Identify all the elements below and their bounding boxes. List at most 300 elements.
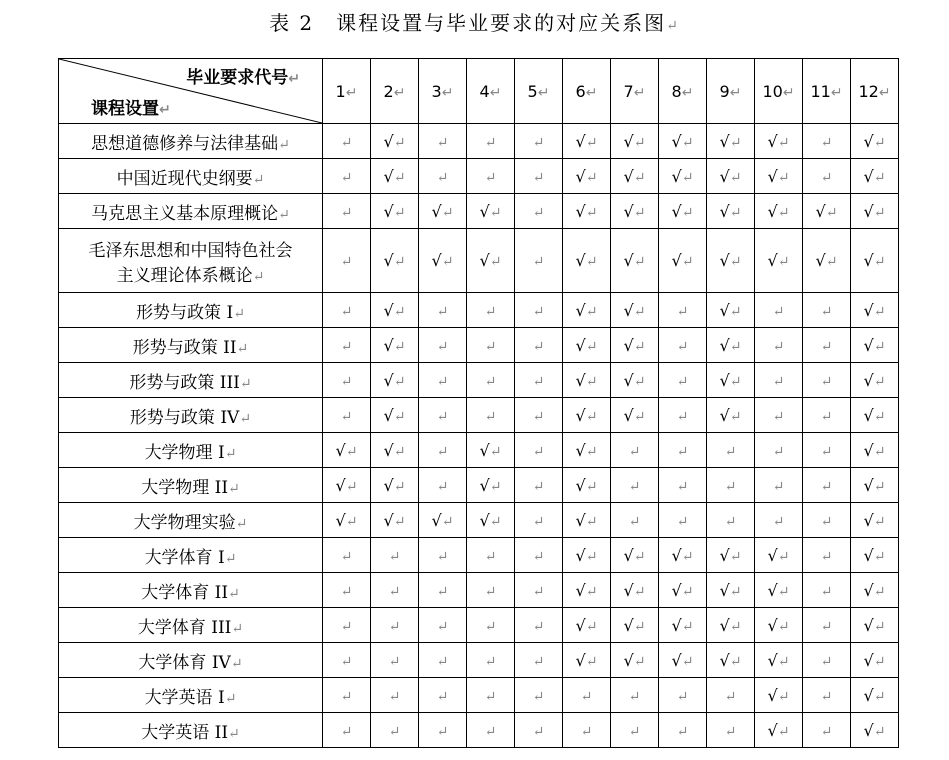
empty-cell: [803, 363, 851, 398]
paragraph-mark-icon: ↵: [777, 618, 790, 635]
paragraph-mark-icon: ↵: [777, 169, 790, 186]
check-cell: [563, 503, 611, 538]
paragraph-mark-icon: ↵: [585, 653, 598, 670]
check-cell: [563, 643, 611, 678]
check-cell: [467, 468, 515, 503]
empty-cell: [515, 433, 563, 468]
empty-cell: [323, 678, 371, 713]
paragraph-mark-icon: ↵: [340, 408, 353, 425]
check-mark-icon: √: [671, 650, 682, 670]
check-cell: [563, 433, 611, 468]
check-mark-icon: √: [623, 335, 634, 355]
check-mark-icon: √: [623, 166, 634, 186]
check-mark-icon: √: [383, 335, 394, 355]
check-cell: [755, 573, 803, 608]
table-row: [59, 573, 899, 608]
course-name-cell: 形势与政策 IV↵: [59, 398, 323, 433]
paragraph-mark-icon: ↵: [340, 583, 353, 600]
check-mark-icon: √: [863, 370, 874, 390]
paragraph-mark-icon: ↵: [585, 338, 598, 355]
header-row: [59, 59, 899, 124]
course-name-cell: 大学体育 III↵: [59, 608, 323, 643]
empty-cell: [323, 229, 371, 293]
check-cell: [851, 643, 899, 678]
empty-cell: [803, 398, 851, 433]
check-mark-icon: √: [767, 615, 778, 635]
check-cell: [707, 328, 755, 363]
paragraph-mark-icon: ↵: [436, 408, 449, 425]
empty-cell: [323, 573, 371, 608]
empty-cell: [371, 538, 419, 573]
paragraph-mark-icon: ↵: [340, 134, 353, 151]
course-name-cell: 大学英语 II↵: [59, 713, 323, 748]
paragraph-mark-icon: ↵: [772, 513, 785, 530]
empty-cell: [707, 713, 755, 748]
table-row: [59, 328, 899, 363]
check-mark-icon: √: [479, 475, 490, 495]
check-cell: [611, 328, 659, 363]
paragraph-mark-icon: ↵: [633, 204, 646, 221]
empty-cell: [323, 643, 371, 678]
paragraph-mark-icon: ↵: [681, 583, 694, 600]
check-cell: [611, 293, 659, 328]
empty-cell: [515, 678, 563, 713]
paragraph-mark-icon: ↵: [489, 254, 502, 270]
empty-cell: [419, 293, 467, 328]
check-mark-icon: √: [719, 405, 730, 425]
paragraph-mark-icon: ↵: [484, 134, 497, 151]
paragraph-mark-icon: ↵: [820, 134, 833, 151]
paragraph-mark-icon: ↵: [441, 204, 454, 221]
empty-cell: [419, 363, 467, 398]
paragraph-mark-icon: ↵: [436, 723, 449, 740]
table-title: [0, 8, 949, 41]
course-name-line-2: 主义理论体系概论↵: [116, 265, 265, 286]
paragraph-mark-icon: ↵: [820, 548, 833, 565]
paragraph-mark-icon: ↵: [441, 254, 454, 270]
check-cell: [371, 194, 419, 229]
empty-cell: [419, 398, 467, 433]
paragraph-mark-icon: ↵: [777, 653, 790, 670]
empty-cell: [707, 678, 755, 713]
check-mark-icon: √: [575, 615, 586, 635]
paragraph-mark-icon: ↵: [777, 723, 790, 740]
paragraph-mark-icon: ↵: [532, 723, 545, 740]
paragraph-mark-icon: ↵: [633, 134, 646, 151]
paragraph-mark-icon: ↵: [484, 408, 497, 425]
table-row: [59, 538, 899, 573]
paragraph-mark-icon: ↵: [340, 254, 353, 270]
empty-cell: [803, 124, 851, 159]
paragraph-mark-icon: ↵: [340, 723, 353, 740]
check-cell: [707, 124, 755, 159]
empty-cell: [467, 538, 515, 573]
paragraph-mark-icon: ↵: [772, 478, 785, 495]
empty-cell: [515, 398, 563, 433]
paragraph-mark-icon: ↵: [484, 723, 497, 740]
empty-cell: [707, 468, 755, 503]
paragraph-mark-icon: ↵: [825, 204, 838, 221]
check-mark-icon: √: [383, 405, 394, 425]
paragraph-mark-icon: ↵: [585, 618, 598, 635]
check-cell: [563, 573, 611, 608]
table-row: [59, 293, 899, 328]
check-mark-icon: √: [863, 685, 874, 705]
check-cell: [659, 194, 707, 229]
paragraph-mark-icon: ↵: [484, 373, 497, 390]
course-name-cell: 大学物理实验↵: [59, 503, 323, 538]
paragraph-mark-icon: ↵: [585, 443, 598, 460]
check-mark-icon: √: [575, 405, 586, 425]
paragraph-mark-icon: ↵: [532, 169, 545, 186]
empty-cell: [467, 713, 515, 748]
check-mark-icon: √: [623, 251, 634, 270]
check-cell: [563, 608, 611, 643]
check-mark-icon: √: [671, 131, 682, 151]
paragraph-mark-icon: ↵: [729, 254, 742, 270]
paragraph-mark-icon: ↵: [489, 478, 502, 495]
paragraph-mark-icon: ↵: [633, 169, 646, 186]
empty-cell: [419, 433, 467, 468]
paragraph-mark-icon: ↵: [633, 373, 646, 390]
paragraph-mark-icon: ↵: [873, 583, 886, 600]
check-mark-icon: √: [767, 720, 778, 740]
empty-cell: [371, 643, 419, 678]
check-cell: [563, 538, 611, 573]
paragraph-mark-icon: ↵: [393, 134, 406, 151]
paragraph-mark-icon: ↵: [633, 583, 646, 600]
empty-cell: [371, 713, 419, 748]
paragraph-mark-icon: ↵: [729, 303, 742, 320]
paragraph-mark-icon: ↵: [873, 513, 886, 530]
paragraph-mark-icon: ↵: [777, 134, 790, 151]
check-mark-icon: √: [431, 510, 442, 530]
paragraph-mark-icon: ↵: [873, 303, 886, 320]
check-cell: [755, 678, 803, 713]
paragraph-mark-icon: ↵: [580, 723, 593, 740]
check-mark-icon: √: [335, 475, 346, 495]
paragraph-mark-icon: ↵: [484, 169, 497, 186]
check-cell: [707, 363, 755, 398]
check-cell: [707, 194, 755, 229]
paragraph-mark-icon: ↵: [436, 583, 449, 600]
empty-cell: [515, 229, 563, 293]
check-cell: [659, 538, 707, 573]
check-mark-icon: √: [575, 300, 586, 320]
check-mark-icon: √: [719, 580, 730, 600]
table-row: [59, 713, 899, 748]
paragraph-mark-icon: ↵: [436, 443, 449, 460]
paragraph-mark-icon: ↵: [585, 408, 598, 425]
paragraph-mark-icon: ↵: [633, 254, 646, 270]
empty-cell: [515, 468, 563, 503]
check-cell: [419, 229, 467, 293]
empty-cell: [563, 678, 611, 713]
empty-cell: [323, 608, 371, 643]
paragraph-mark-icon: ↵: [436, 653, 449, 670]
paragraph-mark-icon: ↵: [532, 303, 545, 320]
paragraph-mark-icon: ↵: [484, 583, 497, 600]
empty-cell: [467, 363, 515, 398]
check-cell: [371, 293, 419, 328]
check-mark-icon: √: [575, 580, 586, 600]
paragraph-mark-icon: ↵: [729, 169, 742, 186]
paragraph-mark-icon: ↵: [681, 548, 694, 565]
table-row: [59, 643, 899, 678]
check-cell: [851, 194, 899, 229]
paragraph-mark-icon: ↵: [484, 303, 497, 320]
paragraph-mark-icon: ↵: [345, 478, 358, 495]
column-header-6: 6↵: [563, 59, 611, 124]
paragraph-mark-icon: ↵: [820, 443, 833, 460]
check-cell: [611, 398, 659, 433]
check-mark-icon: √: [863, 131, 874, 151]
empty-cell: [419, 573, 467, 608]
paragraph-mark-icon: ↵: [393, 254, 406, 270]
check-mark-icon: √: [815, 251, 826, 270]
check-cell: [707, 159, 755, 194]
empty-cell: [515, 124, 563, 159]
check-mark-icon: √: [863, 300, 874, 320]
check-cell: [659, 159, 707, 194]
empty-cell: [419, 124, 467, 159]
check-cell: [659, 573, 707, 608]
empty-cell: [323, 159, 371, 194]
column-header-2: 2↵: [371, 59, 419, 124]
check-mark-icon: √: [431, 251, 442, 270]
check-cell: [755, 229, 803, 293]
check-cell: [707, 573, 755, 608]
paragraph-mark-icon: ↵: [633, 548, 646, 565]
paragraph-mark-icon: ↵: [585, 513, 598, 530]
column-header-1: 1↵: [323, 59, 371, 124]
paragraph-mark-icon: ↵: [436, 338, 449, 355]
empty-cell: [323, 124, 371, 159]
check-cell: [611, 124, 659, 159]
empty-cell: [563, 713, 611, 748]
paragraph-mark-icon: ↵: [436, 688, 449, 705]
check-cell: [707, 643, 755, 678]
table-row: [59, 433, 899, 468]
course-name-line-1: 毛泽东思想和中国特色社会: [88, 240, 293, 261]
paragraph-mark-icon: ↵: [585, 478, 598, 495]
check-mark-icon: √: [719, 201, 730, 221]
paragraph-mark-icon: ↵: [441, 513, 454, 530]
paragraph-mark-icon: ↵: [532, 373, 545, 390]
empty-cell: [467, 159, 515, 194]
check-mark-icon: √: [383, 440, 394, 460]
check-cell: [371, 503, 419, 538]
course-name-cell: [59, 229, 323, 293]
paragraph-mark-icon: ↵: [388, 583, 401, 600]
paragraph-mark-icon: ↵: [585, 204, 598, 221]
check-cell: [323, 468, 371, 503]
empty-cell: [611, 468, 659, 503]
empty-cell: [659, 503, 707, 538]
check-mark-icon: √: [671, 615, 682, 635]
paragraph-mark-icon: ↵: [681, 254, 694, 270]
empty-cell: [803, 538, 851, 573]
paragraph-mark-icon: ↵: [729, 548, 742, 565]
paragraph-mark-icon: ↵: [777, 204, 790, 221]
paragraph-mark-icon: ↵: [585, 303, 598, 320]
paragraph-mark-icon: ↵: [873, 169, 886, 186]
check-mark-icon: √: [383, 201, 394, 221]
check-mark-icon: √: [719, 650, 730, 670]
empty-cell: [515, 643, 563, 678]
paragraph-mark-icon: ↵: [436, 618, 449, 635]
column-header-8: 8↵: [659, 59, 707, 124]
empty-cell: [467, 293, 515, 328]
course-name-cell: 大学体育 II↵: [59, 573, 323, 608]
check-cell: [659, 124, 707, 159]
check-cell: [851, 293, 899, 328]
check-mark-icon: √: [767, 650, 778, 670]
paragraph-mark-icon: ↵: [633, 303, 646, 320]
column-header-7: 7↵: [611, 59, 659, 124]
check-mark-icon: √: [863, 615, 874, 635]
check-cell: [707, 293, 755, 328]
check-cell: [851, 573, 899, 608]
paragraph-mark-icon: ↵: [777, 548, 790, 565]
check-cell: [371, 398, 419, 433]
paragraph-mark-icon: ↵: [388, 653, 401, 670]
empty-cell: [371, 573, 419, 608]
empty-cell: [371, 678, 419, 713]
table-body: [59, 124, 899, 748]
paragraph-mark-icon: ↵: [681, 618, 694, 635]
paragraph-mark-icon: ↵: [873, 134, 886, 151]
check-cell: [467, 229, 515, 293]
empty-cell: [419, 159, 467, 194]
paragraph-mark-icon: ↵: [532, 204, 545, 221]
paragraph-mark-icon: ↵: [873, 373, 886, 390]
empty-cell: [515, 194, 563, 229]
check-mark-icon: √: [575, 335, 586, 355]
paragraph-mark-icon: ↵: [820, 618, 833, 635]
table-title-text: 表 2 课程设置与毕业要求的对应关系图: [269, 11, 667, 35]
table-row: [59, 124, 899, 159]
check-mark-icon: √: [815, 201, 826, 221]
empty-cell: [755, 293, 803, 328]
empty-cell: [467, 573, 515, 608]
paragraph-mark-icon: ↵: [340, 169, 353, 186]
paragraph-mark-icon: ↵: [820, 338, 833, 355]
paragraph-mark-icon: ↵: [681, 169, 694, 186]
check-cell: [851, 713, 899, 748]
check-mark-icon: √: [383, 251, 394, 270]
check-mark-icon: √: [623, 615, 634, 635]
paragraph-mark-icon: ↵: [585, 373, 598, 390]
paragraph-mark-icon: ↵: [484, 688, 497, 705]
empty-cell: [611, 433, 659, 468]
check-cell: [611, 194, 659, 229]
paragraph-mark-icon: ↵: [532, 583, 545, 600]
empty-cell: [611, 713, 659, 748]
paragraph-mark-icon: ↵: [340, 373, 353, 390]
paragraph-mark-icon: ↵: [820, 653, 833, 670]
paragraph-mark-icon: ↵: [436, 478, 449, 495]
check-cell: [467, 433, 515, 468]
check-cell: [851, 229, 899, 293]
paragraph-mark-icon: ↵: [676, 338, 689, 355]
check-cell: [851, 398, 899, 433]
paragraph-mark-icon: ↵: [393, 408, 406, 425]
check-cell: [659, 643, 707, 678]
check-mark-icon: √: [575, 510, 586, 530]
paragraph-mark-icon: ↵: [820, 478, 833, 495]
empty-cell: [515, 503, 563, 538]
check-mark-icon: √: [863, 166, 874, 186]
empty-cell: [803, 573, 851, 608]
check-mark-icon: √: [623, 405, 634, 425]
paragraph-mark-icon: ↵: [820, 513, 833, 530]
paragraph-mark-icon: ↵: [873, 443, 886, 460]
check-cell: [323, 503, 371, 538]
check-mark-icon: √: [863, 580, 874, 600]
check-cell: [563, 293, 611, 328]
check-mark-icon: √: [719, 370, 730, 390]
check-mark-icon: √: [719, 615, 730, 635]
paragraph-mark-icon: ↵: [532, 548, 545, 565]
paragraph-mark-icon: ↵: [729, 204, 742, 221]
column-header-11: 11↵: [803, 59, 851, 124]
check-mark-icon: √: [863, 440, 874, 460]
empty-cell: [323, 538, 371, 573]
paragraph-mark-icon: ↵: [532, 688, 545, 705]
check-cell: [563, 398, 611, 433]
empty-cell: [419, 713, 467, 748]
check-cell: [851, 159, 899, 194]
empty-cell: [755, 503, 803, 538]
column-header-10: 10↵: [755, 59, 803, 124]
check-cell: [371, 468, 419, 503]
course-name-cell: 大学体育 IV↵: [59, 643, 323, 678]
corner-header-cell: [59, 59, 323, 124]
table-row: [59, 194, 899, 229]
check-cell: [707, 608, 755, 643]
check-cell: [851, 503, 899, 538]
paragraph-mark-icon: ↵: [436, 134, 449, 151]
check-cell: [755, 159, 803, 194]
paragraph-mark-icon: ↵: [484, 548, 497, 565]
check-mark-icon: √: [575, 440, 586, 460]
check-cell: [371, 433, 419, 468]
paragraph-mark-icon: ↵: [676, 688, 689, 705]
paragraph-mark-icon: ↵: [676, 723, 689, 740]
check-mark-icon: √: [479, 201, 490, 221]
paragraph-mark-icon: ↵: [729, 653, 742, 670]
paragraph-mark-icon: ↵: [633, 338, 646, 355]
paragraph-mark-icon: ↵: [628, 478, 641, 495]
check-mark-icon: √: [671, 580, 682, 600]
table-row: [59, 468, 899, 503]
paragraph-mark-icon: ↵: [873, 478, 886, 495]
paragraph-mark-icon: ↵: [436, 548, 449, 565]
paragraph-mark-icon: ↵: [585, 548, 598, 565]
check-cell: [611, 363, 659, 398]
paragraph-mark-icon: ↵: [676, 513, 689, 530]
paragraph-mark-icon: ↵: [340, 204, 353, 221]
empty-cell: [515, 159, 563, 194]
check-mark-icon: √: [719, 335, 730, 355]
check-mark-icon: √: [719, 300, 730, 320]
paragraph-mark-icon: ↵: [393, 169, 406, 186]
paragraph-mark-icon: ↵: [820, 303, 833, 320]
table-row: [59, 678, 899, 713]
paragraph-mark-icon: ↵: [820, 169, 833, 186]
paragraph-mark-icon: ↵: [820, 408, 833, 425]
